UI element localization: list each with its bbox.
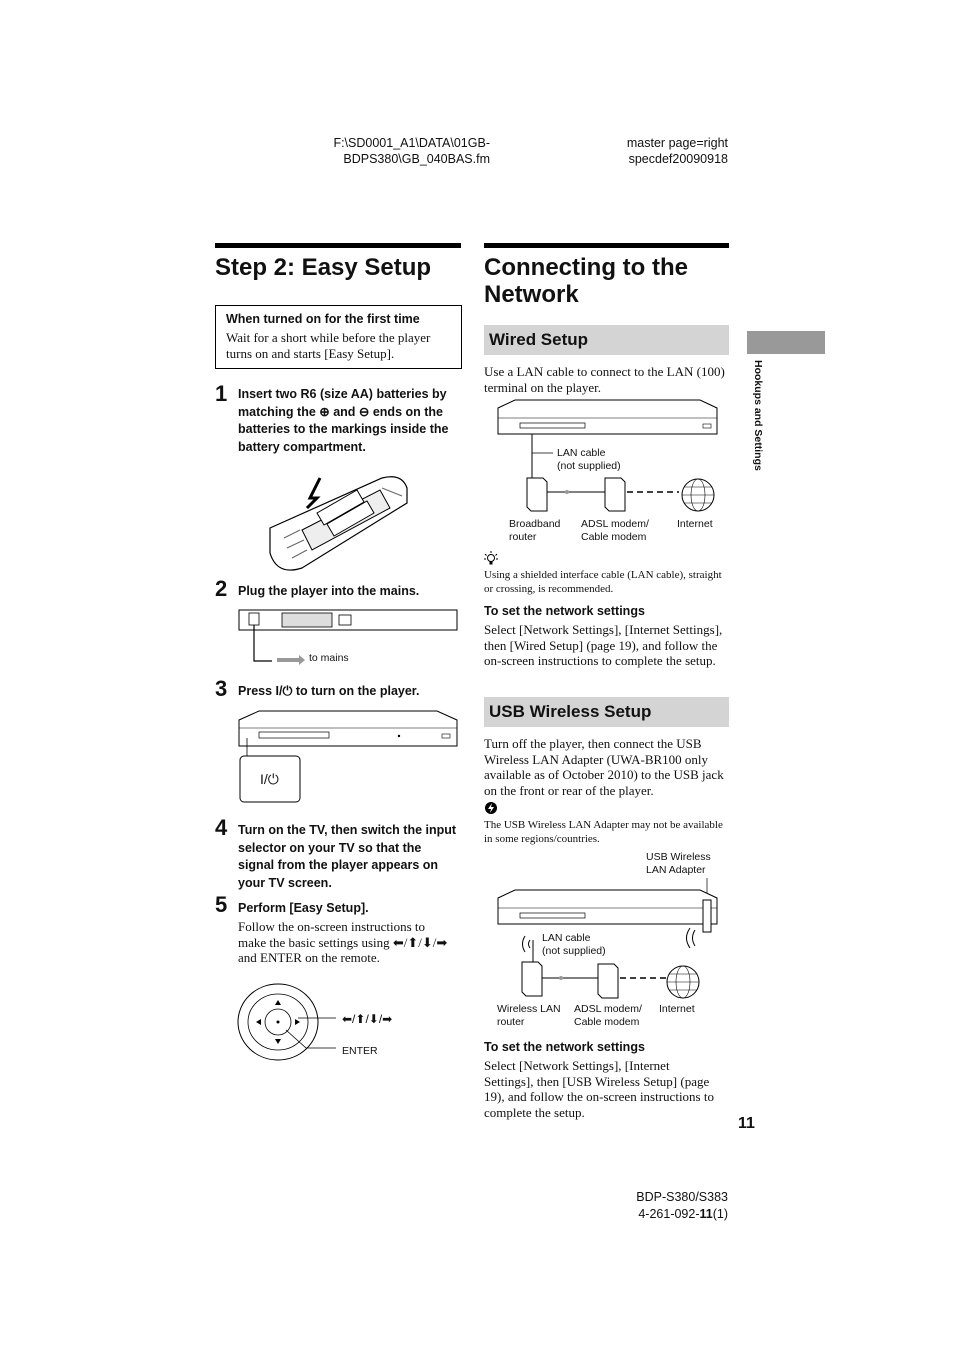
footer-code-prefix: 4-261-092- <box>638 1207 700 1221</box>
step-2-text: Plug the player into the mains. <box>238 584 420 598</box>
side-tab-marker <box>747 331 825 354</box>
wired-setup-heading-bar <box>484 325 729 355</box>
footer-code <box>560 1206 728 1222</box>
master-page-line1: master page=right <box>626 136 728 150</box>
hint-text: Using a shielded interface cable (LAN cable), straight or crossing, is recommended. <box>484 569 722 595</box>
usb-modem-line2: Cable modem <box>574 1016 640 1028</box>
usb-lan-cable-label <box>542 932 606 958</box>
wired-setup-heading: Wired Setup <box>489 330 589 349</box>
wired-lan-cable-text: LAN cable <box>557 447 606 459</box>
usb-wireless-diagram <box>495 878 725 1010</box>
remote-dpad-illustration <box>236 980 336 1064</box>
left-title-rule <box>215 243 461 248</box>
wired-setup-text: Use a LAN cable to connect to the LAN (100) terminal on the player. <box>484 364 725 395</box>
broadband-router-line1: Broadband <box>509 518 561 530</box>
usb-adapter-line2: LAN Adapter <box>646 864 706 876</box>
to-mains-label: to mains <box>309 652 349 664</box>
first-time-box-title: When turned on for the first time <box>226 312 420 326</box>
footer-code-suffix: (1) <box>712 1207 728 1221</box>
wired-not-supplied-text: (not supplied) <box>557 460 621 472</box>
usb-wireless-text: Turn off the player, then connect the USB Wireless LAN Adapter (UWA-BR100 only available as of October 2010) to the USB jack on the front or rear of the player. <box>484 736 724 798</box>
wired-modem-line1: ADSL modem/ <box>581 518 649 530</box>
footer-code-bold: 11 <box>699 1207 713 1221</box>
usb-modem-label <box>574 1003 642 1029</box>
set-network-title-usb: To set the network settings <box>484 1040 645 1054</box>
step-5-number: 5 <box>215 892 228 917</box>
wired-modem-label <box>581 518 649 544</box>
usb-not-supplied-text: (not supplied) <box>542 945 606 957</box>
footer-model: BDP-S380/S383 <box>636 1190 728 1204</box>
step-3-number: 3 <box>215 676 228 701</box>
file-path <box>300 135 490 167</box>
file-path-line1: F:\SD0001_A1\DATA\01GB- <box>333 136 490 150</box>
dpad-arrows-label: ⬅/⬆/⬇/➡ <box>342 1012 393 1026</box>
wired-modem-line2: Cable modem <box>581 531 647 543</box>
network-title-line1: Connecting to the <box>484 254 688 281</box>
step-1-text: Insert two R6 (size AA) batteries by matching the ⊕ and ⊖ ends on the batteries to the markings inside the battery compartment. <box>238 387 449 454</box>
usb-wireless-heading: USB Wireless Setup <box>489 702 652 721</box>
page-title-network <box>484 254 688 308</box>
page-number: 11 <box>738 1115 755 1132</box>
first-time-box-text: Wait for a short while before the player turns on and starts [Easy Setup]. <box>226 330 431 361</box>
wireless-router-line1: Wireless LAN <box>497 1003 561 1015</box>
usb-adapter-label <box>646 851 711 877</box>
wired-internet-label: Internet <box>677 518 713 530</box>
file-path-line2: BDPS380\GB_040BAS.fm <box>343 152 490 166</box>
player-front-power-illustration <box>237 708 459 804</box>
right-title-rule <box>484 243 729 248</box>
broadband-router-line2: router <box>509 531 537 543</box>
wireless-lan-router-label <box>497 1003 561 1029</box>
step-5-text: Perform [Easy Setup]. <box>238 901 369 915</box>
note-text: The USB Wireless LAN Adapter may not be available in some regions/countries. <box>484 819 723 845</box>
step-4-text: Turn on the TV, then switch the input selector on your TV so that the signal from the player appears on your TV screen. <box>238 823 457 890</box>
network-title-line2: Network <box>484 281 579 308</box>
wired-lan-cable-label <box>557 447 621 473</box>
step-4-number: 4 <box>215 815 228 840</box>
step-5-body: Follow the on-screen instructions to make the basic settings using ⬅/⬆/⬇/➡ and ENTER on the remote. <box>238 919 448 965</box>
usb-adapter-line1: USB Wireless <box>646 851 711 863</box>
step-2-number: 2 <box>215 576 228 601</box>
hint-icon <box>484 551 498 567</box>
wireless-router-line2: router <box>497 1016 525 1028</box>
note-icon <box>484 801 498 815</box>
broadband-router-label <box>509 518 560 544</box>
remote-battery-illustration <box>262 468 412 573</box>
set-network-title-wired: To set the network settings <box>484 604 645 618</box>
master-page-line2: specdef20090918 <box>628 152 728 166</box>
set-network-text-usb: Select [Network Settings], [Internet Settings], then [USB Wireless Setup] (page 19), and follow the on-screen instructions to complete the setup. <box>484 1058 714 1120</box>
power-button-label: I/⏻ <box>260 771 279 787</box>
usb-modem-line1: ADSL modem/ <box>574 1003 642 1015</box>
page-title-easy-setup: Step 2: Easy Setup <box>215 254 432 281</box>
usb-wireless-heading-bar <box>484 697 729 727</box>
enter-label: ENTER <box>342 1045 378 1057</box>
first-time-box <box>215 305 462 369</box>
master-page-info <box>560 135 728 167</box>
usb-lan-cable-text: LAN cable <box>542 932 591 944</box>
step-3-text: Press I/⏻ to turn on the player. <box>238 684 420 698</box>
side-tab-label: Hookups and Settings <box>752 360 764 471</box>
usb-internet-label: Internet <box>659 1003 695 1015</box>
step-1-number: 1 <box>215 381 228 406</box>
set-network-text-wired: Select [Network Settings], [Internet Settings], then [Wired Setup] (page 19), and follow the on-screen instructions to complete the setup. <box>484 622 723 668</box>
